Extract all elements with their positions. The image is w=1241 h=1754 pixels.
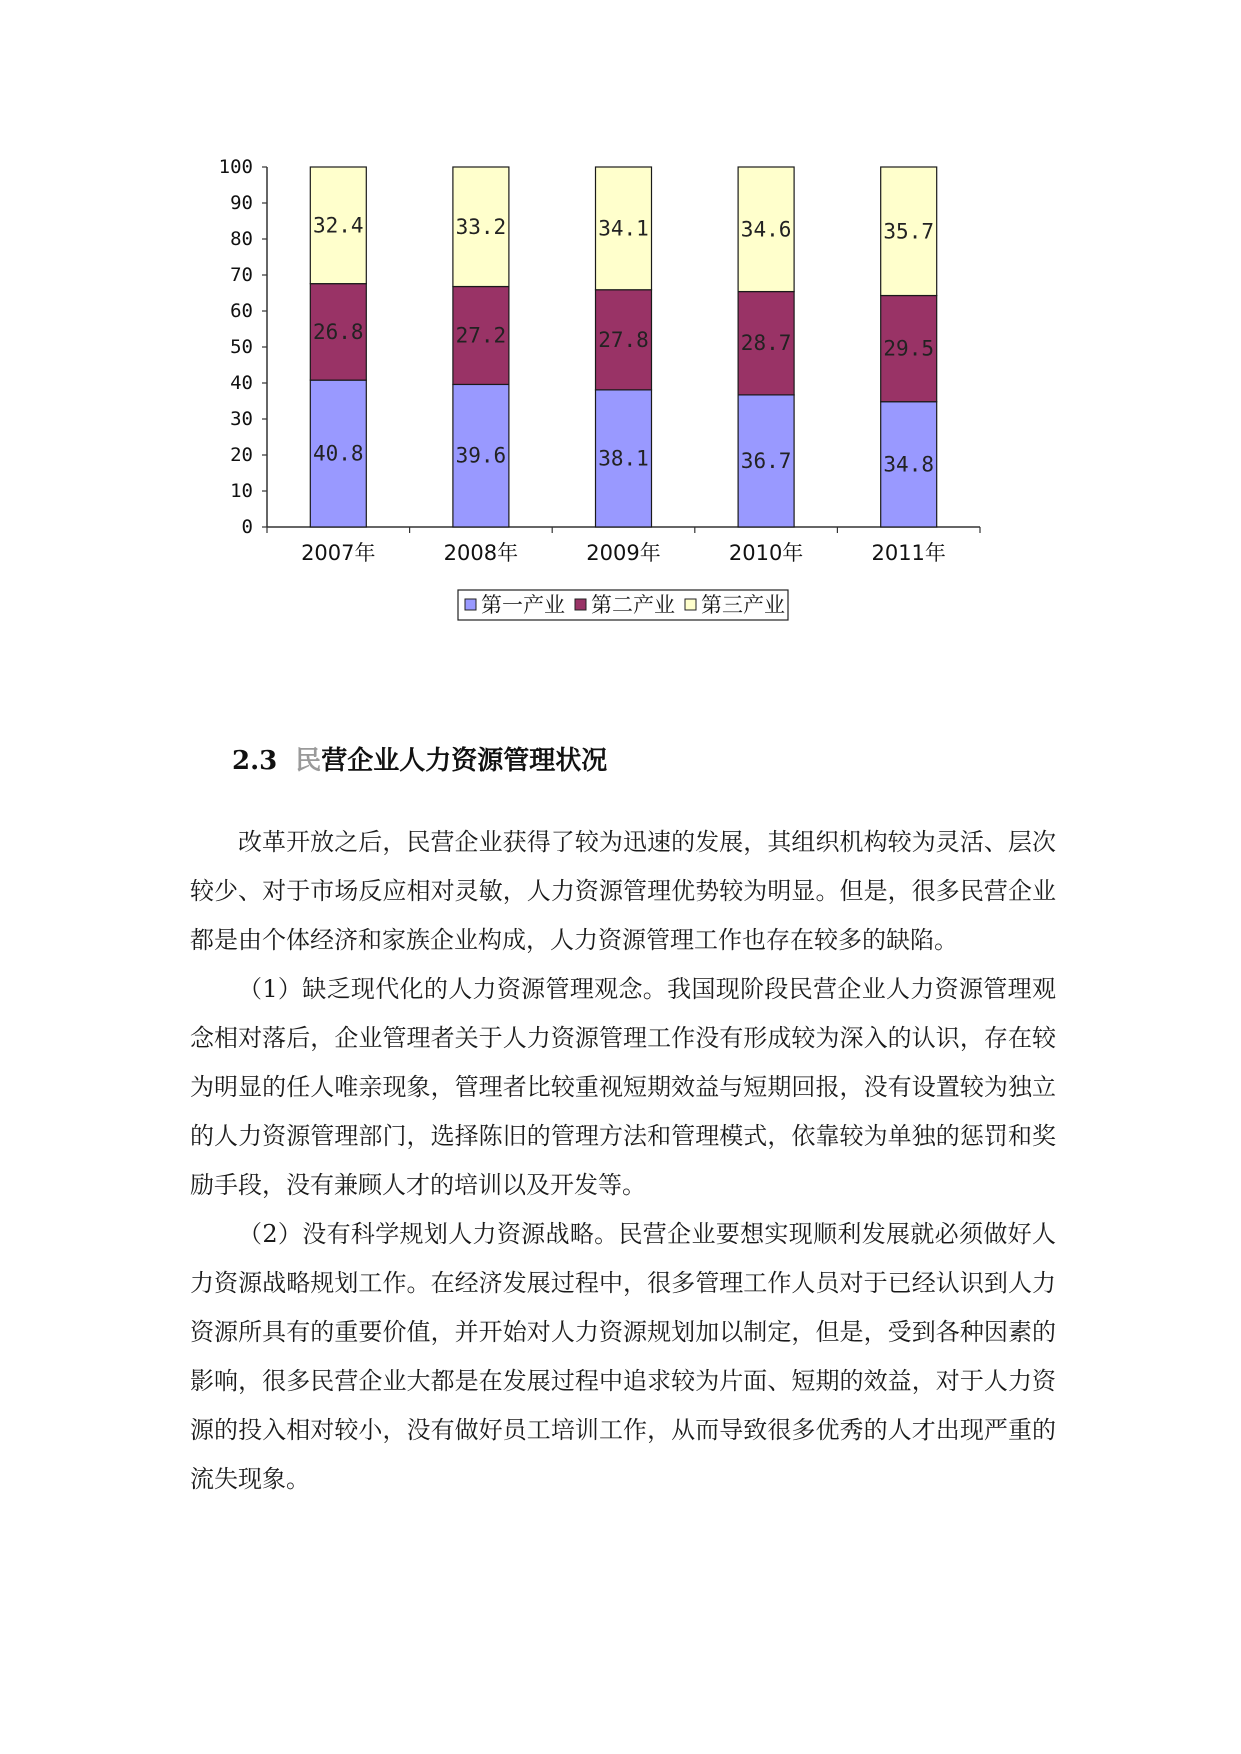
y-tick-label: 30: [230, 408, 253, 430]
data-label: 34.1: [598, 216, 649, 241]
y-tick-label: 100: [218, 156, 253, 178]
x-tick-label: 2008年: [443, 541, 519, 565]
y-tick-label: 50: [230, 336, 253, 358]
data-label: 29.5: [883, 336, 934, 361]
legend-label-1: 第一产业: [481, 593, 565, 617]
x-tick-label: 2009年: [586, 541, 661, 565]
section-title: 营企业人力资源管理状况: [321, 746, 608, 776]
y-tick-label: 20: [230, 444, 253, 466]
body-text: [190, 818, 1056, 1504]
paragraph-1: （1）缺乏现代化的人力资源管理观念。我国现阶段民营企业人力资源管理观念相对落后，企业管理者关于人力资源管理工作没有形成较为深入的认识，存在较为明显的任人唯亲现象，管理者比较重视短期效益与短期回报，没有设置较为独立的人力资源管理部门，选择陈旧的管理方法和管理模式，依靠较为单独的惩罚和奖励手段，没有兼顾人才的培训以及开发等。: [190, 975, 1056, 1199]
data-label: 26.8: [313, 319, 364, 344]
data-label: 34.6: [740, 217, 792, 242]
legend-label-2: 第二产业: [591, 593, 675, 617]
section-number: 2.3: [232, 746, 278, 776]
data-label: 27.2: [455, 323, 507, 348]
data-label: 38.1: [598, 446, 649, 471]
data-label: 36.7: [740, 448, 792, 473]
section-title-first-char: 民: [295, 746, 322, 776]
y-tick-label: 10: [230, 480, 253, 502]
legend-swatch-2: [575, 599, 586, 610]
y-tick-label: 90: [230, 192, 253, 214]
data-label: 33.2: [455, 214, 507, 239]
y-tick-label: 40: [230, 372, 253, 394]
section-heading: [232, 740, 607, 777]
data-label: 40.8: [313, 441, 364, 466]
data-label: 32.4: [313, 213, 364, 238]
paragraph-2: （2）没有科学规划人力资源战略。民营企业要想实现顺利发展就必须做好人力资源战略规划工作。在经济发展过程中，很多管理工作人员对于已经认识到人力资源所具有的重要价值，并开始对人力资源规划加以制定，但是，受到各种因素的影响，很多民营企业大都是在发展过程中追求较为片面、短期的效益，对于人力资源的投入相对较小，没有做好员工培训工作，从而导致很多优秀的人才出现严重的流失现象。: [190, 1220, 1056, 1493]
legend-swatch-3: [685, 599, 696, 610]
y-tick-label: 70: [230, 264, 253, 286]
y-tick-label: 60: [230, 300, 253, 322]
legend-label-3: 第三产业: [701, 593, 785, 617]
stacked-bar-chart: [218, 156, 1110, 695]
legend-swatch-1: [465, 599, 476, 610]
chart-canvas: [218, 156, 1110, 695]
y-tick-label: 80: [230, 228, 253, 250]
data-label: 35.7: [883, 219, 934, 244]
paragraph-intro: 改革开放之后，民营企业获得了较为迅速的发展，其组织机构较为灵活、层次较少、对于市场反应相对灵敏，人力资源管理优势较为明显。但是，很多民营企业都是由个体经济和家族企业构成，人力资源管理工作也存在较多的缺陷。: [190, 828, 1056, 954]
x-tick-label: 2010年: [728, 541, 804, 565]
data-label: 39.6: [455, 443, 507, 468]
x-tick-label: 2011年: [871, 541, 946, 565]
y-tick-label: 0: [241, 516, 253, 538]
data-label: 34.8: [883, 452, 934, 477]
x-tick-label: 2007年: [301, 541, 376, 565]
data-label: 28.7: [740, 331, 792, 356]
data-label: 27.8: [598, 327, 649, 352]
